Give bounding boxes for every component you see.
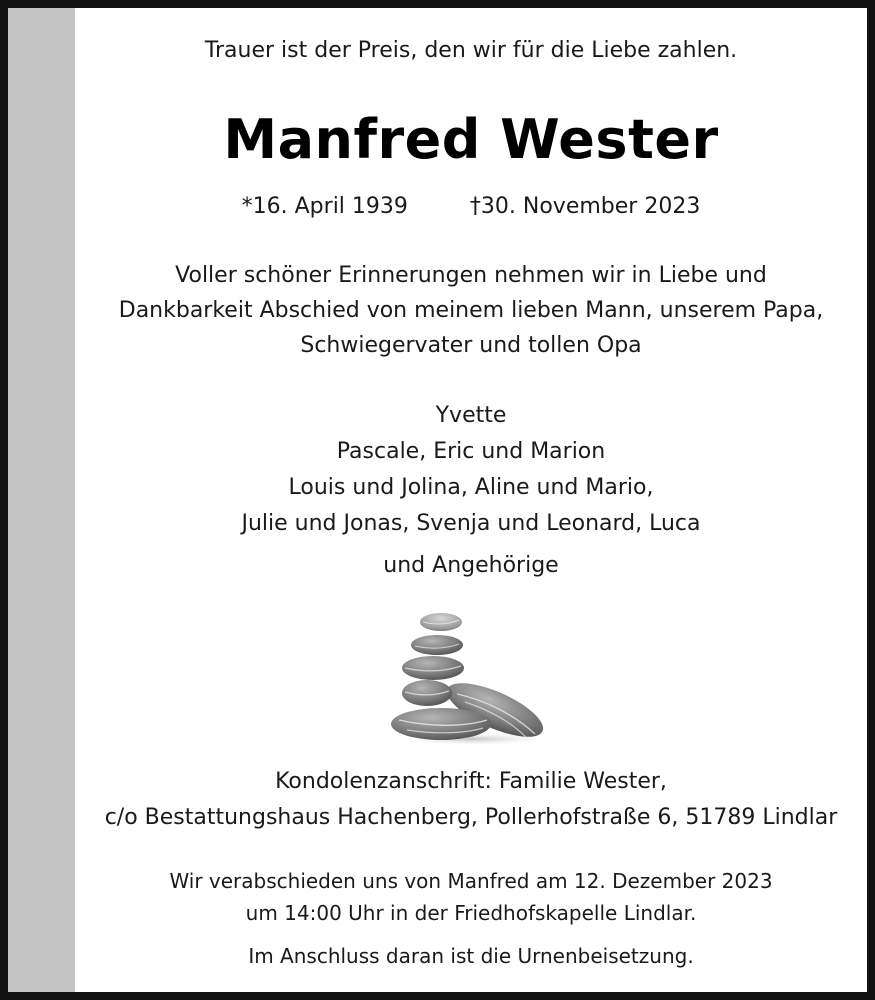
address-line: c/o Bestattungshaus Hachenberg, Pollerhofstraße 6, 51789 Lindlar [104,805,838,830]
death-date: †30. November 2023 [469,194,701,219]
motto: Trauer ist der Preis, den wir für die Liebe zahlen. [204,38,738,63]
birth-date: *16. April 1939 [241,194,408,219]
farewell-line: Wir verabschieden uns von Manfred am 12. Dezember 2023 [169,869,773,893]
intro-line: Schwiegervater und tollen Opa [300,333,642,358]
obituary-content [75,8,867,992]
side-bar [8,8,75,992]
intro-line: Voller schöner Erinnerungen nehmen wir in Liebe und [175,263,767,288]
family-line: Julie und Jonas, Svenja und Leonard, Luca [241,511,701,536]
family-list [75,398,867,542]
family-line: Yvette [435,403,507,428]
deceased-name: Manfred Wester [223,108,719,171]
family-line: Pascale, Eric und Marion [336,439,606,464]
stacked-stones-icon [385,602,553,747]
address-line: Kondolenzanschrift: Familie Wester, [275,769,667,794]
dates [75,194,867,219]
relatives: und Angehörige [383,553,559,578]
family-line: Louis und Jolina, Aline und Mario, [288,475,654,500]
intro-text [75,258,867,363]
condolence-address [75,764,867,836]
urn-burial-note: Im Anschluss daran ist die Urnenbeisetzung. [248,944,694,968]
farewell-line: um 14:00 Uhr in der Friedhofskapelle Lindlar. [245,901,697,925]
intro-line: Dankbarkeit Abschied von meinem lieben Mann, unserem Papa, [118,298,824,323]
farewell-info [75,865,867,929]
